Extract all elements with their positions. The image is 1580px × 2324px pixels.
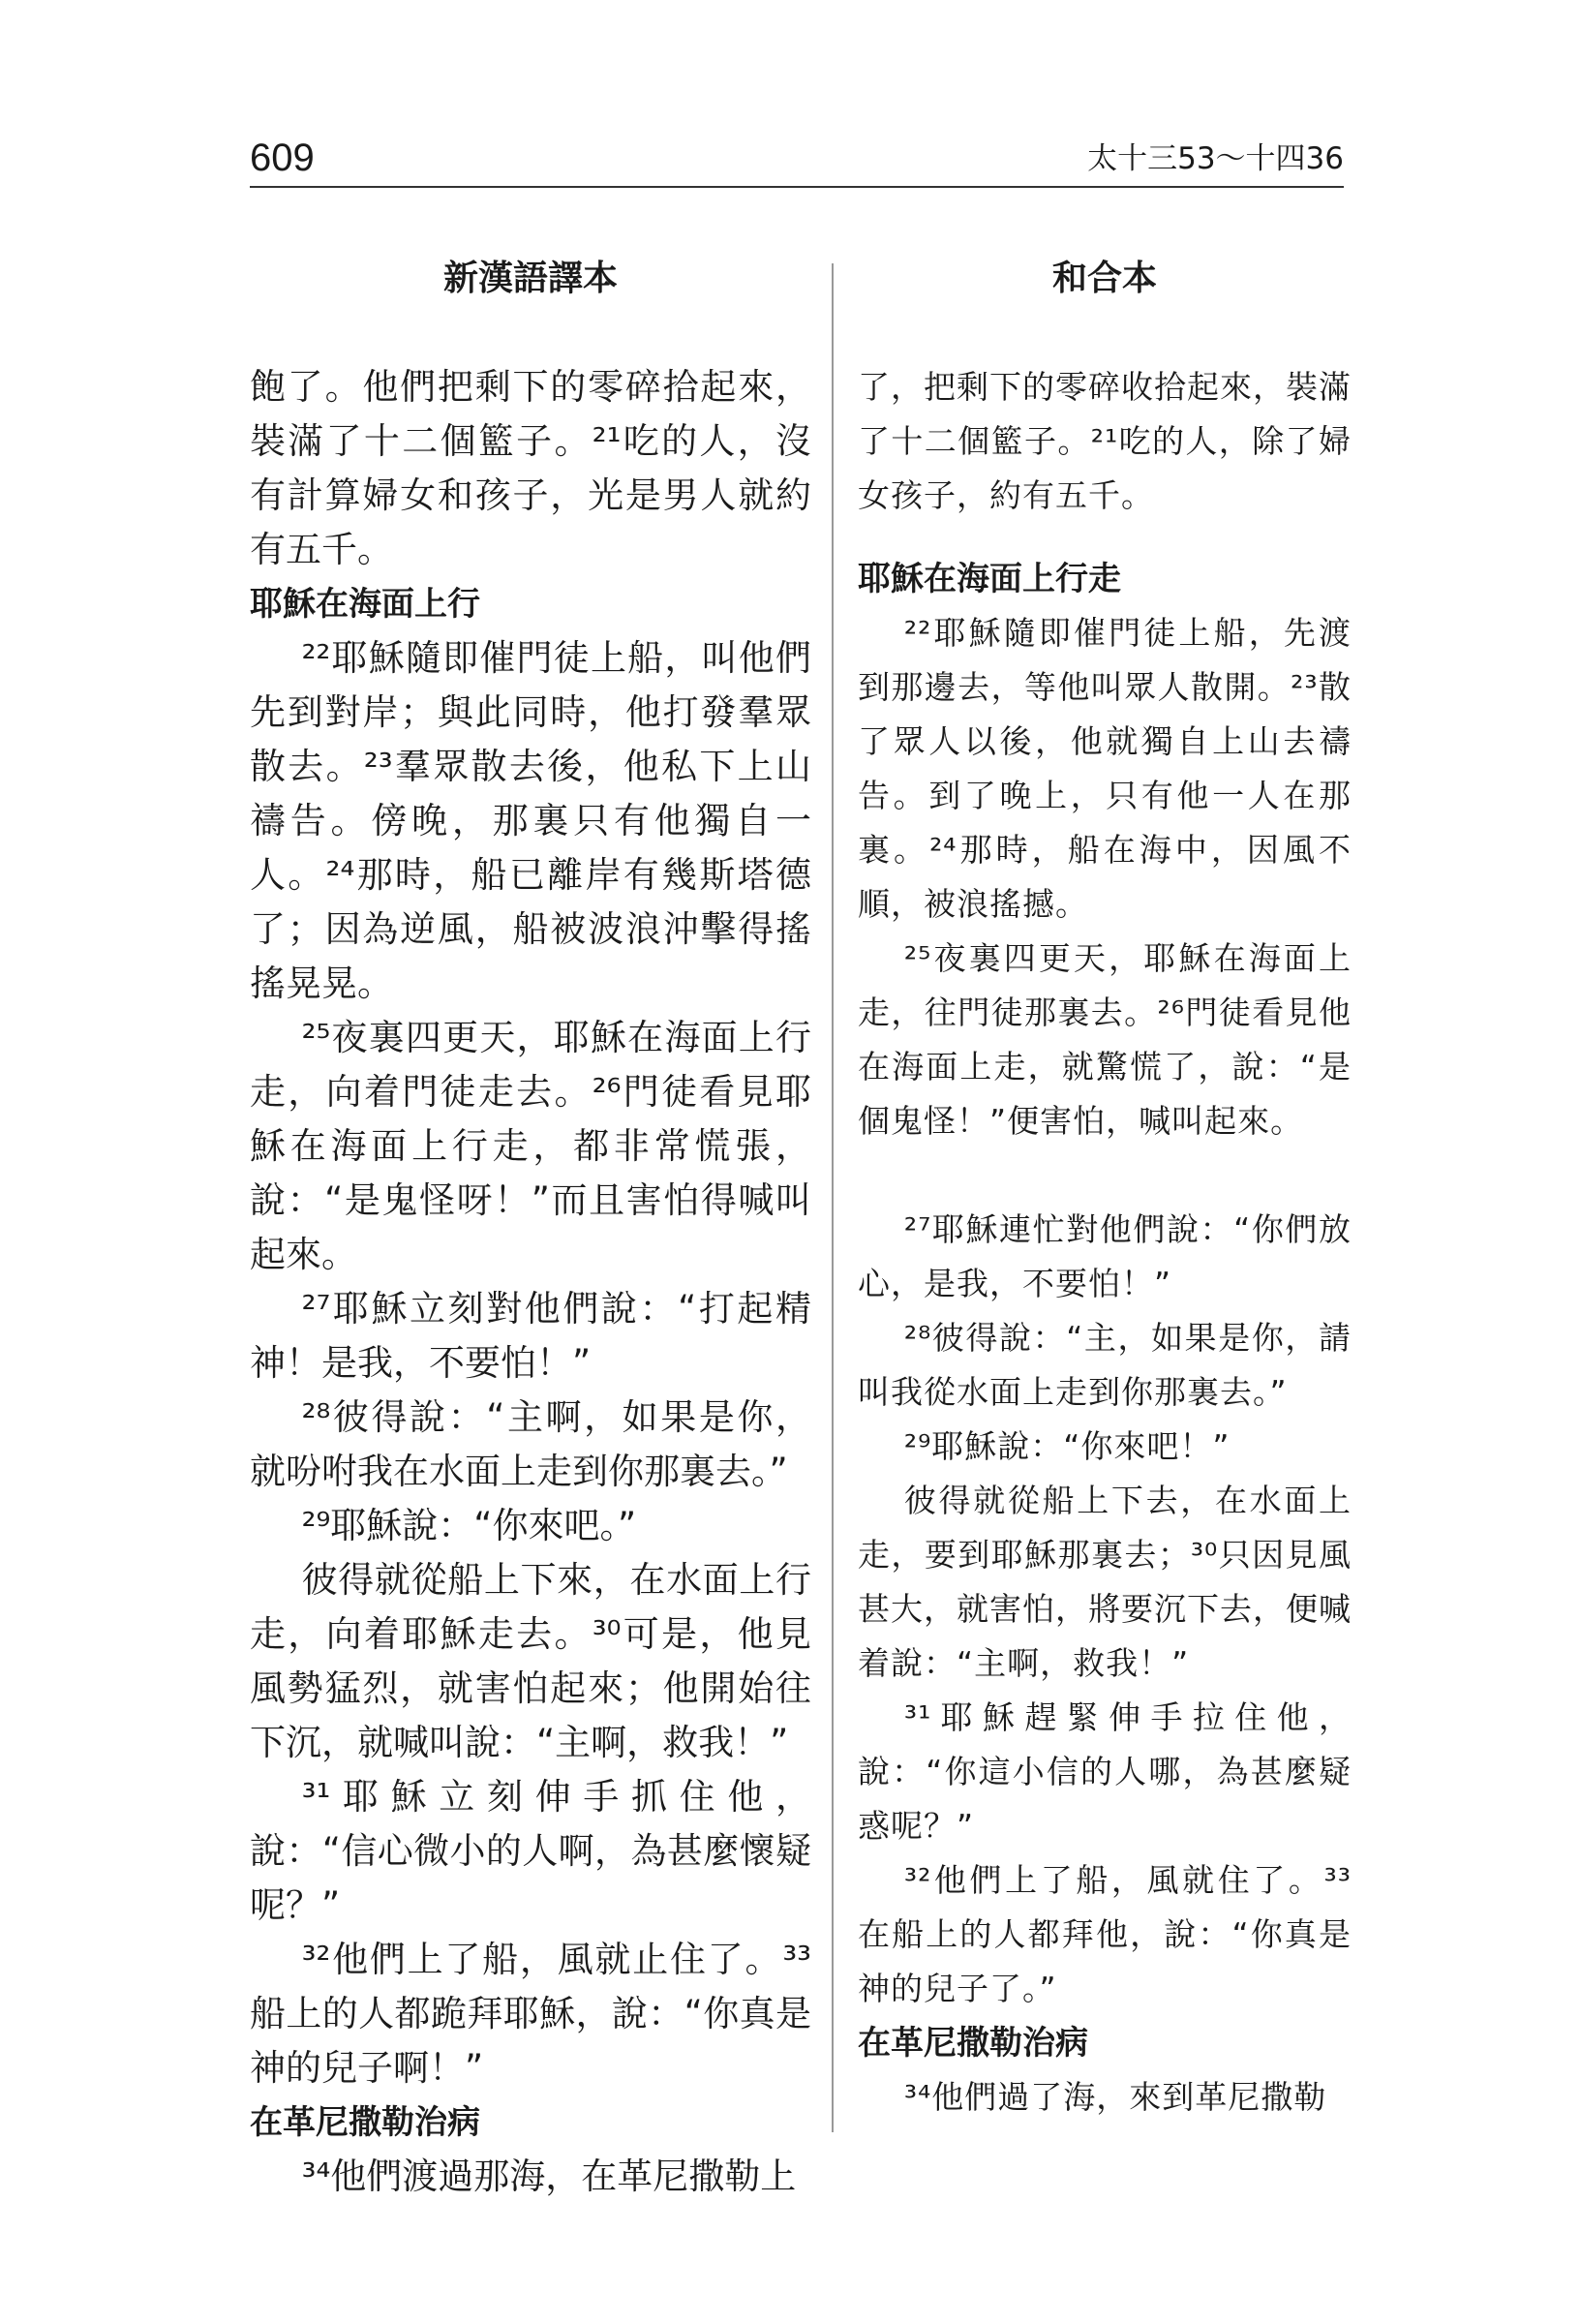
paragraph: ²⁵夜裏四更天，耶穌在海面上行走，向着門徒走去。²⁶門徒看見耶穌在海面上行走，都非常慌張，說：“是鬼怪呀！”而且害怕得喊叫起來。: [250, 1017, 811, 1275]
paragraph: 飽了。他們把剩下的零碎拾起來，裝滿了十二個籃子。²¹吃的人，沒有計算婦女和孩子，光是男人就約有五千。: [250, 366, 811, 570]
paragraph: ²⁹耶穌說：“你來吧。”: [301, 1505, 637, 1546]
section-heading: 耶穌在海面上行: [250, 585, 480, 624]
running-head: 太十三53～十四36: [1087, 141, 1344, 176]
paragraph: ³⁴他們過了海，來到革尼撒勒: [903, 2078, 1327, 2116]
column-title: 新漢語譯本: [442, 259, 618, 298]
header-rule: [250, 186, 1344, 188]
paragraph: 彼得就從船上下去，在水面上走，要到耶穌那裏去；³⁰只因見風甚大，就害怕，將要沉下去，便喊着說：“主啊，救我！”: [858, 1482, 1352, 1682]
section-heading: 在革尼撒勒治病: [858, 2024, 1088, 2063]
paragraph: ²²耶穌隨即催門徒上船，叫他們先到對岸；與此同時，他打發羣眾散去。²³羣眾散去後，他私下上山禱告。傍晚，那裏只有他獨自一人。²⁴那時，船已離岸有幾斯塔德了；因為逆風，船被波浪沖擊得搖搖晃晃。: [250, 637, 811, 1004]
paragraph: 了，把剩下的零碎收拾起來，裝滿了十二個籃子。²¹吃的人，除了婦女孩子，約有五千。: [858, 368, 1352, 514]
paragraph: ²²耶穌隨即催門徒上船，先渡到那邊去，等他叫眾人散開。²³散了眾人以後，他就獨自上山去禱告。到了晚上，只有他一人在那裏。²⁴那時，船在海中，因風不順，被浪搖撼。: [858, 614, 1352, 923]
paragraph: ³²他們上了船，風就住了。³³在船上的人都拜他，說：“你真是神的兒子了。”: [858, 1861, 1352, 2007]
paragraph: ²⁹耶穌說：“你來吧！”: [903, 1427, 1231, 1465]
paragraph: ³⁴他們渡過那海，在革尼撒勒上: [301, 2156, 797, 2197]
paragraph: ²⁸彼得說：“主啊，如果是你，就吩咐我在水面上走到你那裏去。”: [250, 1396, 811, 1492]
paragraph: ³¹耶穌立刻伸手抓住他，說：“信心微小的人啊，為甚麼懷疑呢？”: [250, 1776, 811, 1926]
paragraph: 彼得就從船上下來，在水面上行走，向着耶穌走去。³⁰可是，他見風勢猛烈，就害怕起來；他開始往下沉，就喊叫說：“主啊，救我！”: [250, 1559, 811, 1763]
spacer: [858, 523, 1352, 552]
paragraph: ²⁵夜裏四更天，耶穌在海面上走，往門徒那裏去。²⁶門徒看見他在海面上走，就驚慌了，說：“是個鬼怪！”便害怕，喊叫起來。: [858, 939, 1352, 1140]
section-heading: 在革尼撒勒治病: [250, 2103, 480, 2142]
column-union-version: [858, 256, 1352, 2125]
section-heading: 耶穌在海面上行走: [858, 560, 1121, 598]
paragraph: ³²他們上了船，風就止住了。³³船上的人都跪拜耶穌，說：“你真是神的兒子啊！”: [250, 1939, 811, 2089]
column-title: 和合本: [1051, 259, 1157, 298]
paragraph: ²⁷耶穌立刻對他們說：“打起精神！是我，不要怕！”: [250, 1288, 811, 1384]
page-number: 609: [250, 137, 315, 179]
paragraph: ²⁷耶穌連忙對他們說：“你們放心，是我，不要怕！”: [858, 1210, 1352, 1302]
paragraph: ³¹耶穌趕緊伸手拉住他，說：“你這小信的人哪，為甚麼疑惑呢？”: [858, 1698, 1352, 1845]
column-divider: [832, 263, 834, 2132]
paragraph: ²⁸彼得說：“主，如果是你，請叫我從水面上走到你那裏去。”: [858, 1319, 1352, 1411]
page-header: [250, 134, 1344, 188]
spacer: [858, 1148, 1352, 1203]
column-new-chinese-version: [250, 256, 811, 2204]
